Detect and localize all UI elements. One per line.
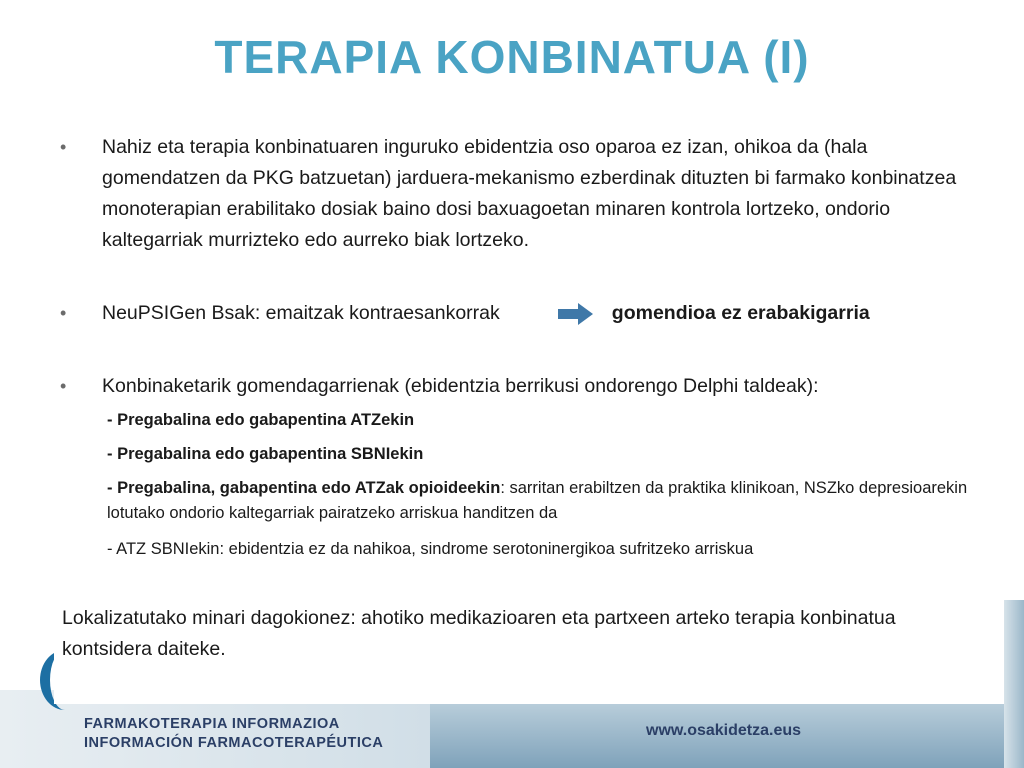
footer-title-basque: FARMAKOTERAPIA INFORMAZIOA — [84, 716, 340, 732]
footer-title-spanish: INFORMACIÓN FARMACOTERAPÉUTICA — [84, 735, 384, 751]
bullet-text: NeuPSIGen Bsak: emaitzak kontraesankorrak — [102, 302, 500, 324]
right-arrow-icon — [530, 302, 600, 326]
bullet-dot: • — [60, 376, 67, 396]
bullet-dot: • — [60, 137, 67, 157]
footer-url: www.osakidetza.eus — [646, 722, 802, 739]
bullet-text: Nahiz eta terapia konbinatuaren inguruko ebidentzia oso oparoa ez izan, ohikoa da (hala gomendatzen da PKG batzuetan) jarduera-mekanismo ezberdinak dituzten bi farmako konbinatzea monoterapian erabilitako dosiak baino dosi baxuagoetan minaren kontrola lortzeko, ondorio kaltegarriak murrizteko edo aurreko biak lortzeko. — [102, 136, 957, 251]
sub-item-bold: - Pregabalina edo gabapentina ATZekin — [107, 411, 415, 429]
bullet-item — [60, 298, 980, 329]
sub-item-bold: - Pregabalina, gabapentina edo ATZak opioideekin — [107, 479, 501, 497]
slide-title: TERAPIA KONBINATUA (I) — [214, 31, 810, 83]
footer-right-edge — [1004, 600, 1024, 768]
bullet-item — [60, 371, 980, 402]
sub-item — [107, 442, 987, 467]
sub-item — [107, 537, 987, 562]
sub-item — [107, 408, 987, 433]
bullet-item — [60, 132, 980, 256]
bullet-dot: • — [60, 303, 67, 323]
sub-item-text: : sarritan erabiltzen da praktika klinikoan, NSZko depresioarekin lotutako ondorio kaltegarriak pairatzeko arriskua handitzen da — [107, 479, 968, 522]
closing-text: Lokalizatutako minari dagokionez: ahotiko medikazioaren eta partxeen arteko terapia konbinatua kontsidera daiteke. — [62, 607, 896, 660]
sub-item-bold: - Pregabalina edo gabapentina SBNIekin — [107, 445, 424, 463]
sub-item — [107, 476, 987, 526]
bullet-text: Konbinaketarik gomendagarrienak (ebidentzia berrikusi ondorengo Delphi taldeak): — [102, 375, 819, 397]
bullet-conclusion: gomendioa ez erabakigarria — [611, 302, 870, 324]
sub-item-text: - ATZ SBNIekin: ebidentzia ez da nahikoa, sindrome serotoninergikoa sufritzeko arriskua — [107, 540, 754, 558]
